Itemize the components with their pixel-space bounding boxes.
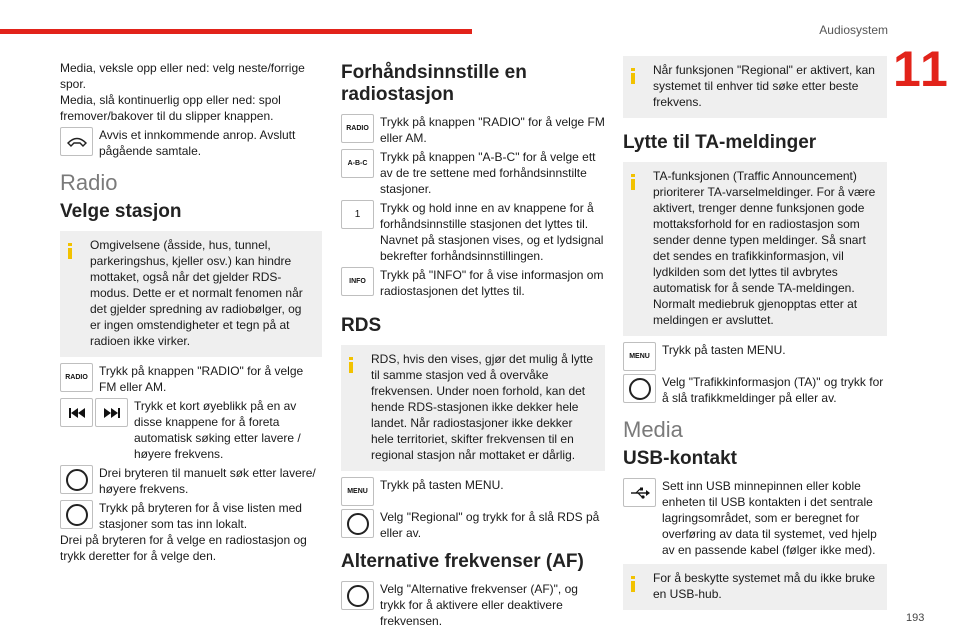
usb-icon [623,478,656,507]
seek-instruction [60,398,322,462]
preset-text: Trykk og hold inne en av knappene for å forhåndsinnstille stasjonen det lyttes til. Navnet på stasjonen vises, og et lydsignal bekrefter forhåndsinnstillingen. [380,201,604,263]
paragraph: Media, veksle opp eller ned: velg neste/forrige spor. [60,61,305,91]
velge-stasjon-heading: Velge stasjon [60,201,182,222]
info-note [60,231,322,357]
usb-heading: USB-kontakt [623,448,738,469]
radio-heading: Radio [60,170,118,195]
column-3 [623,56,887,616]
regional-text: Velg "Regional" og trykk for å slå RDS på eller av. [380,510,600,540]
radio-text: Trykk på knappen "RADIO" for å velge FM eller AM. [380,115,605,145]
menu-button-icon: MENU [341,477,374,506]
abc-text: Trykk på knappen "A-B-C" for å velge ett av de tre settene med forhåndsinnstilte stasjoner. [380,150,596,196]
preset-1-button-icon: 1 [341,200,374,229]
radio-button-icon: RADIO [60,363,93,392]
rotary-dial-icon [341,581,374,610]
info-instruction [341,267,605,299]
menu-button-icon: MENU [623,342,656,371]
radio-instruction [60,363,322,395]
radio-button-icon: RADIO [341,114,374,143]
note-text: For å beskytte systemet må du ikke bruke en USB-hub. [653,571,876,601]
preset-heading: Forhåndsinnstille en radiostasjon [341,62,527,105]
info-icon [631,174,635,190]
usb-text: Sett inn USB minnepinnen eller koble enheten til USB kontakten i det sentrale lagringsområdet, som er beregnet for overføring av data til systemet, ved hjelp av en passende kabel (følger ikke med). [662,479,877,557]
radio-text: Trykk på knappen "RADIO" for å velge FM eller AM. [99,364,304,394]
column-2 [341,56,605,629]
af-heading: Alternative frekvenser (AF) [341,551,584,572]
phone-text: Avvis et innkommende anrop. Avslutt pågående samtale. [99,128,296,158]
rds-heading: RDS [341,315,382,336]
rotary-dial-icon [60,465,93,494]
dial-text: Trykk på bryteren for å vise listen med stasjoner som tas inn lokalt. [99,501,302,531]
traffic-instruction [623,374,887,406]
rotary-dial-icon [623,374,656,403]
menu-text: Trykk på tasten MENU. [380,478,504,492]
menu-instruction [341,477,605,506]
abc-instruction [341,149,605,197]
page-number: 193 [906,612,925,624]
dial-instruction-2 [60,500,322,532]
af-instruction [341,581,605,629]
info-icon [349,357,353,373]
note-text: RDS, hvis den vises, gjør det mulig å lytte til samme stasjon ved å overvåke frekvensen. Under noen forhold, kan det hende RDS-stasjonen ikke dekker hele landet. Når radiostasjoner ikke dekker hele territoriet, skifter frekvensen til en regional stasjon når mottaket er dårlig. [371,352,594,462]
dial-instruction-1 [60,465,322,497]
info-icon [631,576,635,592]
section-title: Audiosystem [819,23,888,37]
paragraph: Media, slå kontinuerlig opp eller ned: spol fremover/bakover til du slipper knappen. [60,93,281,123]
info-icon [631,68,635,84]
info-text: Trykk på "INFO" for å vise informasjon om radiostasjonen det lyttes til. [380,268,604,298]
rotary-dial-icon [341,509,374,538]
note-text: TA-funksjonen (Traffic Announcement) prioriterer TA-varselmeldinger. For å være aktivert, trenger denne funksjonen gode mottaksforhold for en radiostasjon som sender denne typen meldinger. Så snart det sendes en trafikkinformasjon, vil lydkilden som det lyttes til avbrytes automatisk for å sende TA-meldingen. Normalt mediebruk gjenopptas etter at meldingen er avsluttet. [653,169,876,327]
seek-next-icon [95,398,128,427]
usb-instruction [623,478,887,558]
radio-instruction [341,114,605,146]
af-text: Velg "Alternative frekvenser (AF)", og trykk for å aktivere eller deaktivere frekvensen. [380,582,578,628]
phone-instruction [60,127,322,159]
media-heading: Media [623,417,683,442]
preset-1-instruction [341,200,605,264]
dial-text: Drei bryteren til manuelt søk etter lavere/ høyere frekvens. [99,466,316,496]
ta-heading: Lytte til TA-meldinger [623,132,817,153]
hang-up-phone-icon [60,127,93,156]
rotary-dial-icon [60,500,93,529]
seek-text: Trykk et kort øyeblikk på en av disse knappene for å foreta automatisk søking etter lavere / høyere frekvens. [134,399,301,461]
info-button-icon: INFO [341,267,374,296]
ta-note [623,162,887,336]
header-accent-bar [0,29,472,34]
rds-note [341,345,605,471]
paragraph: Drei på bryteren for å velge en radiostasjon og trykk deretter for å velge den. [60,533,307,563]
abc-button-icon: A-B-C [341,149,374,178]
column-1 [60,60,322,564]
chapter-number: 11 [893,41,950,97]
usb-note [623,564,887,610]
seek-previous-icon [60,398,93,427]
note-text: Når funksjonen "Regional" er aktivert, kan systemet til enhver tid søke etter beste frekvens. [653,63,875,109]
info-icon [68,243,72,259]
menu-instruction [623,342,887,371]
note-text: Omgivelsene (åsside, hus, tunnel, parkeringshus, kjeller osv.) kan hindre mottaket, også når det gjelder RDS-modus. Dette er et normalt fenomen når det gjelder spredning av radiobølger, og er ingen omstendigheter et tegn på at radioen ikke virker. [90,238,303,348]
regional-instruction [341,509,605,541]
menu-text: Trykk på tasten MENU. [662,343,786,357]
regional-note [623,56,887,118]
traffic-text: Velg "Trafikkinformasjon (TA)" og trykk for å slå trafikkmeldinger på eller av. [662,375,884,405]
